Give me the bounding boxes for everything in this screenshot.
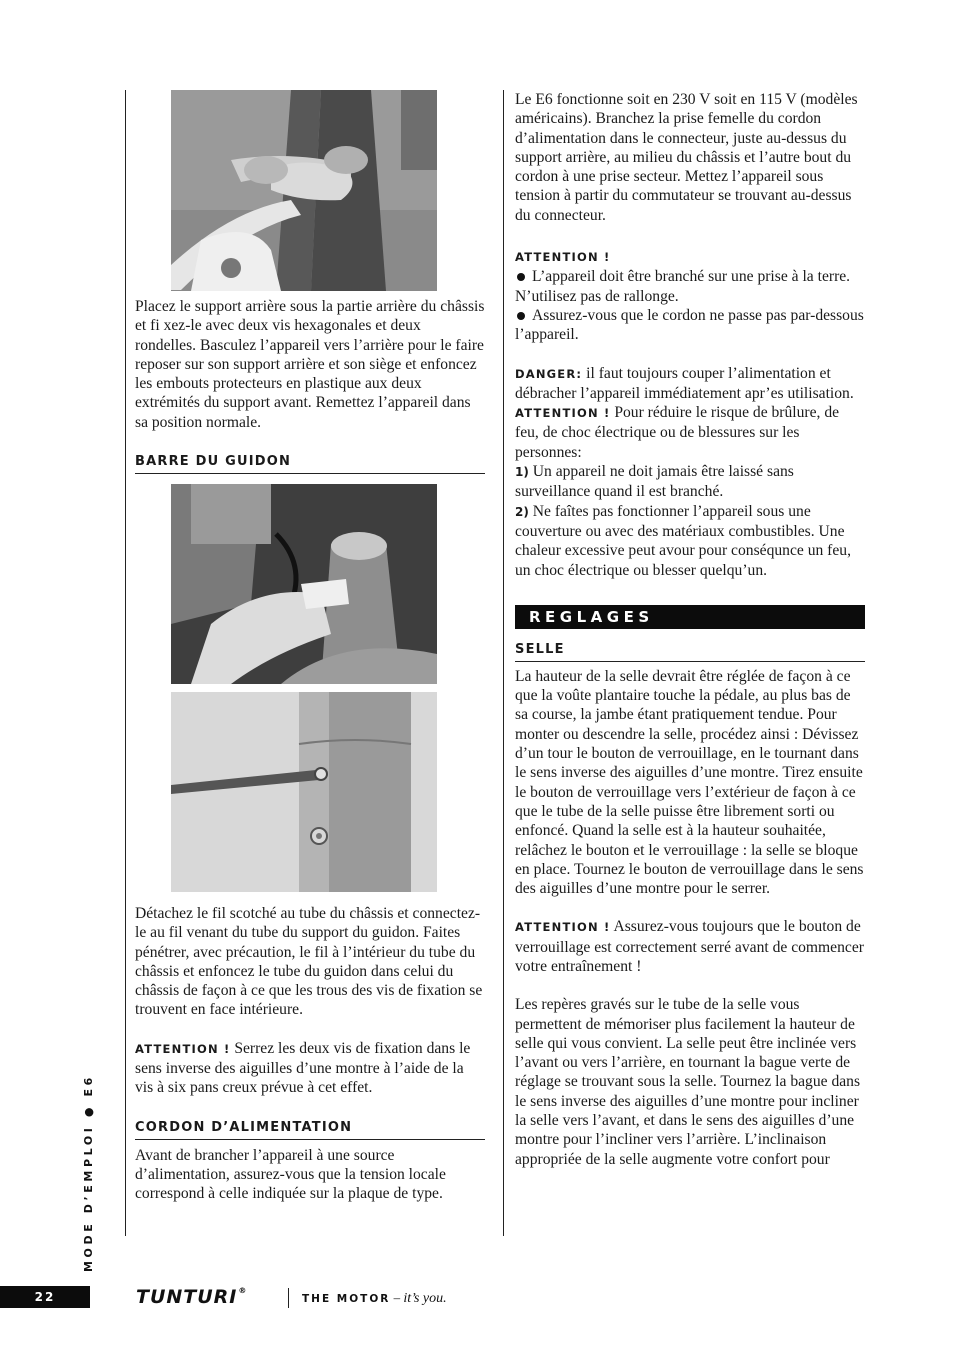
- attention-block-1: [515, 247, 865, 344]
- paragraph-handlebar: Détachez le fil scotché au tube du châssis et connectez-le au fil venant du tube du support du guidon. Faites pénétrer, avec précaution, le fil à l’intérieur du tube du châssis et enfoncez le tube du guidon dans celui du châssis de façon à ce que les trous des vis de fixation se trouvent en face intérieure.: [135, 905, 483, 1019]
- photo-rear-support: [171, 90, 437, 291]
- item-text-1: Un appareil ne doit jamais être laissé sans surveillance quand il est branché.: [515, 463, 794, 501]
- paragraph-voltage: Le E6 fonctionne soit en 230 V soit en 115 V (modèles américains). Branchez la prise femelle du cordon d’alimentation dans le connecteur, juste au-dessus du support arrière, au milieu du châssis et l’autre bout du cordon à une prise secteur. Mettez l’appareil sous tension à partir du commutateur se trouvant au-dessus du connecteur.: [515, 91, 858, 224]
- item-number-2: 2): [515, 504, 529, 519]
- danger-text: il faut toujours couper l’alimentation et débracher l’appareil immédiatement apr’es utilisation.: [515, 364, 854, 402]
- item-text-2: Ne faîtes pas fonctionner l’appareil sous une couverture ou avec des matériaux combustibles. Une chaleur excessive peut avour pour conséqunce un feu, un choc électrique ou blesser quelqu’un.: [515, 502, 851, 579]
- paragraph-power-cord: Avant de brancher l’appareil à une source d’alimentation, assurez-vous que la tension locale correspond à celle indiquée sur la plaque de type.: [135, 1146, 446, 1203]
- footer-divider: [288, 1288, 289, 1308]
- left-column-rule: [125, 90, 126, 1236]
- side-label-manual: MODE D’EMPLOI ● E6: [82, 1074, 95, 1272]
- attention-label: ATTENTION !: [515, 250, 611, 265]
- bullet-icon: [517, 273, 525, 281]
- attention-label: ATTENTION !: [515, 406, 611, 421]
- paragraph-saddle-marks: Les repères gravés sur le tube de la selle vous permettent de mémoriser plus facilement la hauteur de selle qui vous convient. La selle peut être inclinée vers l’avant ou vers l’arrière, en tournant la bague verte de réglage se trouvant sous la selle. Tournez la bague dans le sens inverse des aiguilles d’une montre pour incliner la selle vers l’avant, et dans le sens des aiguilles d’une montre pour l’incliner vers l’arrière. L’inclinaison appropriée de la selle augmente votre confort pour: [515, 996, 861, 1168]
- page-number: 22: [0, 1286, 90, 1308]
- photo-handlebar-wire: [171, 484, 437, 684]
- center-column-rule: [503, 90, 504, 1236]
- right-column: [515, 90, 865, 1169]
- tagline-dash: –: [393, 1290, 401, 1305]
- danger-label: DANGER:: [515, 366, 583, 381]
- paragraph-rear-support: Placez le support arrière sous la partie arrière du châssis et fi xez-le avec deux vis hexagonales et deux rondelles. Basculez l’appareil vers l’arrière pour le faire reposer sur son support arrière et son siège et enfoncez les embouts protecteurs en plastique aux deux extrémités du support avant. Remettez l’appareil dans sa position normale.: [135, 298, 485, 431]
- attention-risk-text: Pour réduire le risque de brûlure, de feu, de choc électrique ou de blessures sur les personnes:: [515, 404, 840, 461]
- photo-handlebar-screw: [171, 692, 437, 892]
- heading-handlebar: BARRE DU GUIDON: [135, 454, 485, 474]
- tunturi-logo: [136, 1286, 247, 1308]
- attention-saddle-text: Assurez-vous toujours que le bouton de verrouillage est correctement serré avant de commencer votre entraînement !: [515, 918, 864, 975]
- section-title-reglages: REGLAGES: [515, 605, 865, 629]
- bullet-item-2: Assurez-vous que le cordon ne passe pas par-dessous l’appareil.: [515, 306, 864, 344]
- tagline-main: THE MOTOR: [302, 1293, 391, 1305]
- left-column: [135, 297, 485, 474]
- item-number-1: 1): [515, 465, 529, 480]
- left-column-lower: [135, 904, 485, 1204]
- attention-label: ATTENTION !: [135, 1041, 231, 1056]
- tagline-italic: it’s you.: [403, 1291, 447, 1306]
- attention-handlebar: [135, 1039, 485, 1098]
- brand-name: TUNTURI: [136, 1286, 238, 1308]
- attention-handlebar-text: Serrez les deux vis de fixation dans le sens inverse des aiguilles d’une montre à l’aide de la vis à six pans creux prévue à cet effet.: [135, 1039, 471, 1097]
- bullet-icon: [517, 312, 525, 320]
- heading-saddle: SELLE: [515, 642, 865, 662]
- attention-saddle: [515, 917, 865, 976]
- tagline: [302, 1290, 447, 1307]
- paragraph-saddle: La hauteur de la selle devrait être réglée de façon à ce que la voûte plantaire touche la pédale, au plus bas de sa course, la jambe étant pratiquement tendue. Pour monter ou descendre la selle, procédez ainsi : Dévissez d’un tour le bouton de verrouillage, en le tournant dans le sens inverse des aiguilles d’une montre. Tirez ensuite le bouton de verrouillage vers l’extérieur de façon à ce que le tube de la selle puisse être librement sorti ou enfoncé. Quand la selle est à la hauteur souhaitée, relâchez le bouton et le verrouillage : la selle se bloque en place. Tournez le bouton de verrouillage dans le sens des aiguilles d’une montre pour le serrer.: [515, 667, 864, 898]
- attention-label: ATTENTION !: [515, 920, 611, 935]
- bullet-item-1: L’appareil doit être branché sur une prise à la terre. N’utilisez pas de rallonge.: [515, 268, 851, 305]
- danger-block: [515, 364, 865, 580]
- registered-mark: ®: [238, 1286, 248, 1295]
- heading-power-cord: CORDON D’ALIMENTATION: [135, 1120, 485, 1140]
